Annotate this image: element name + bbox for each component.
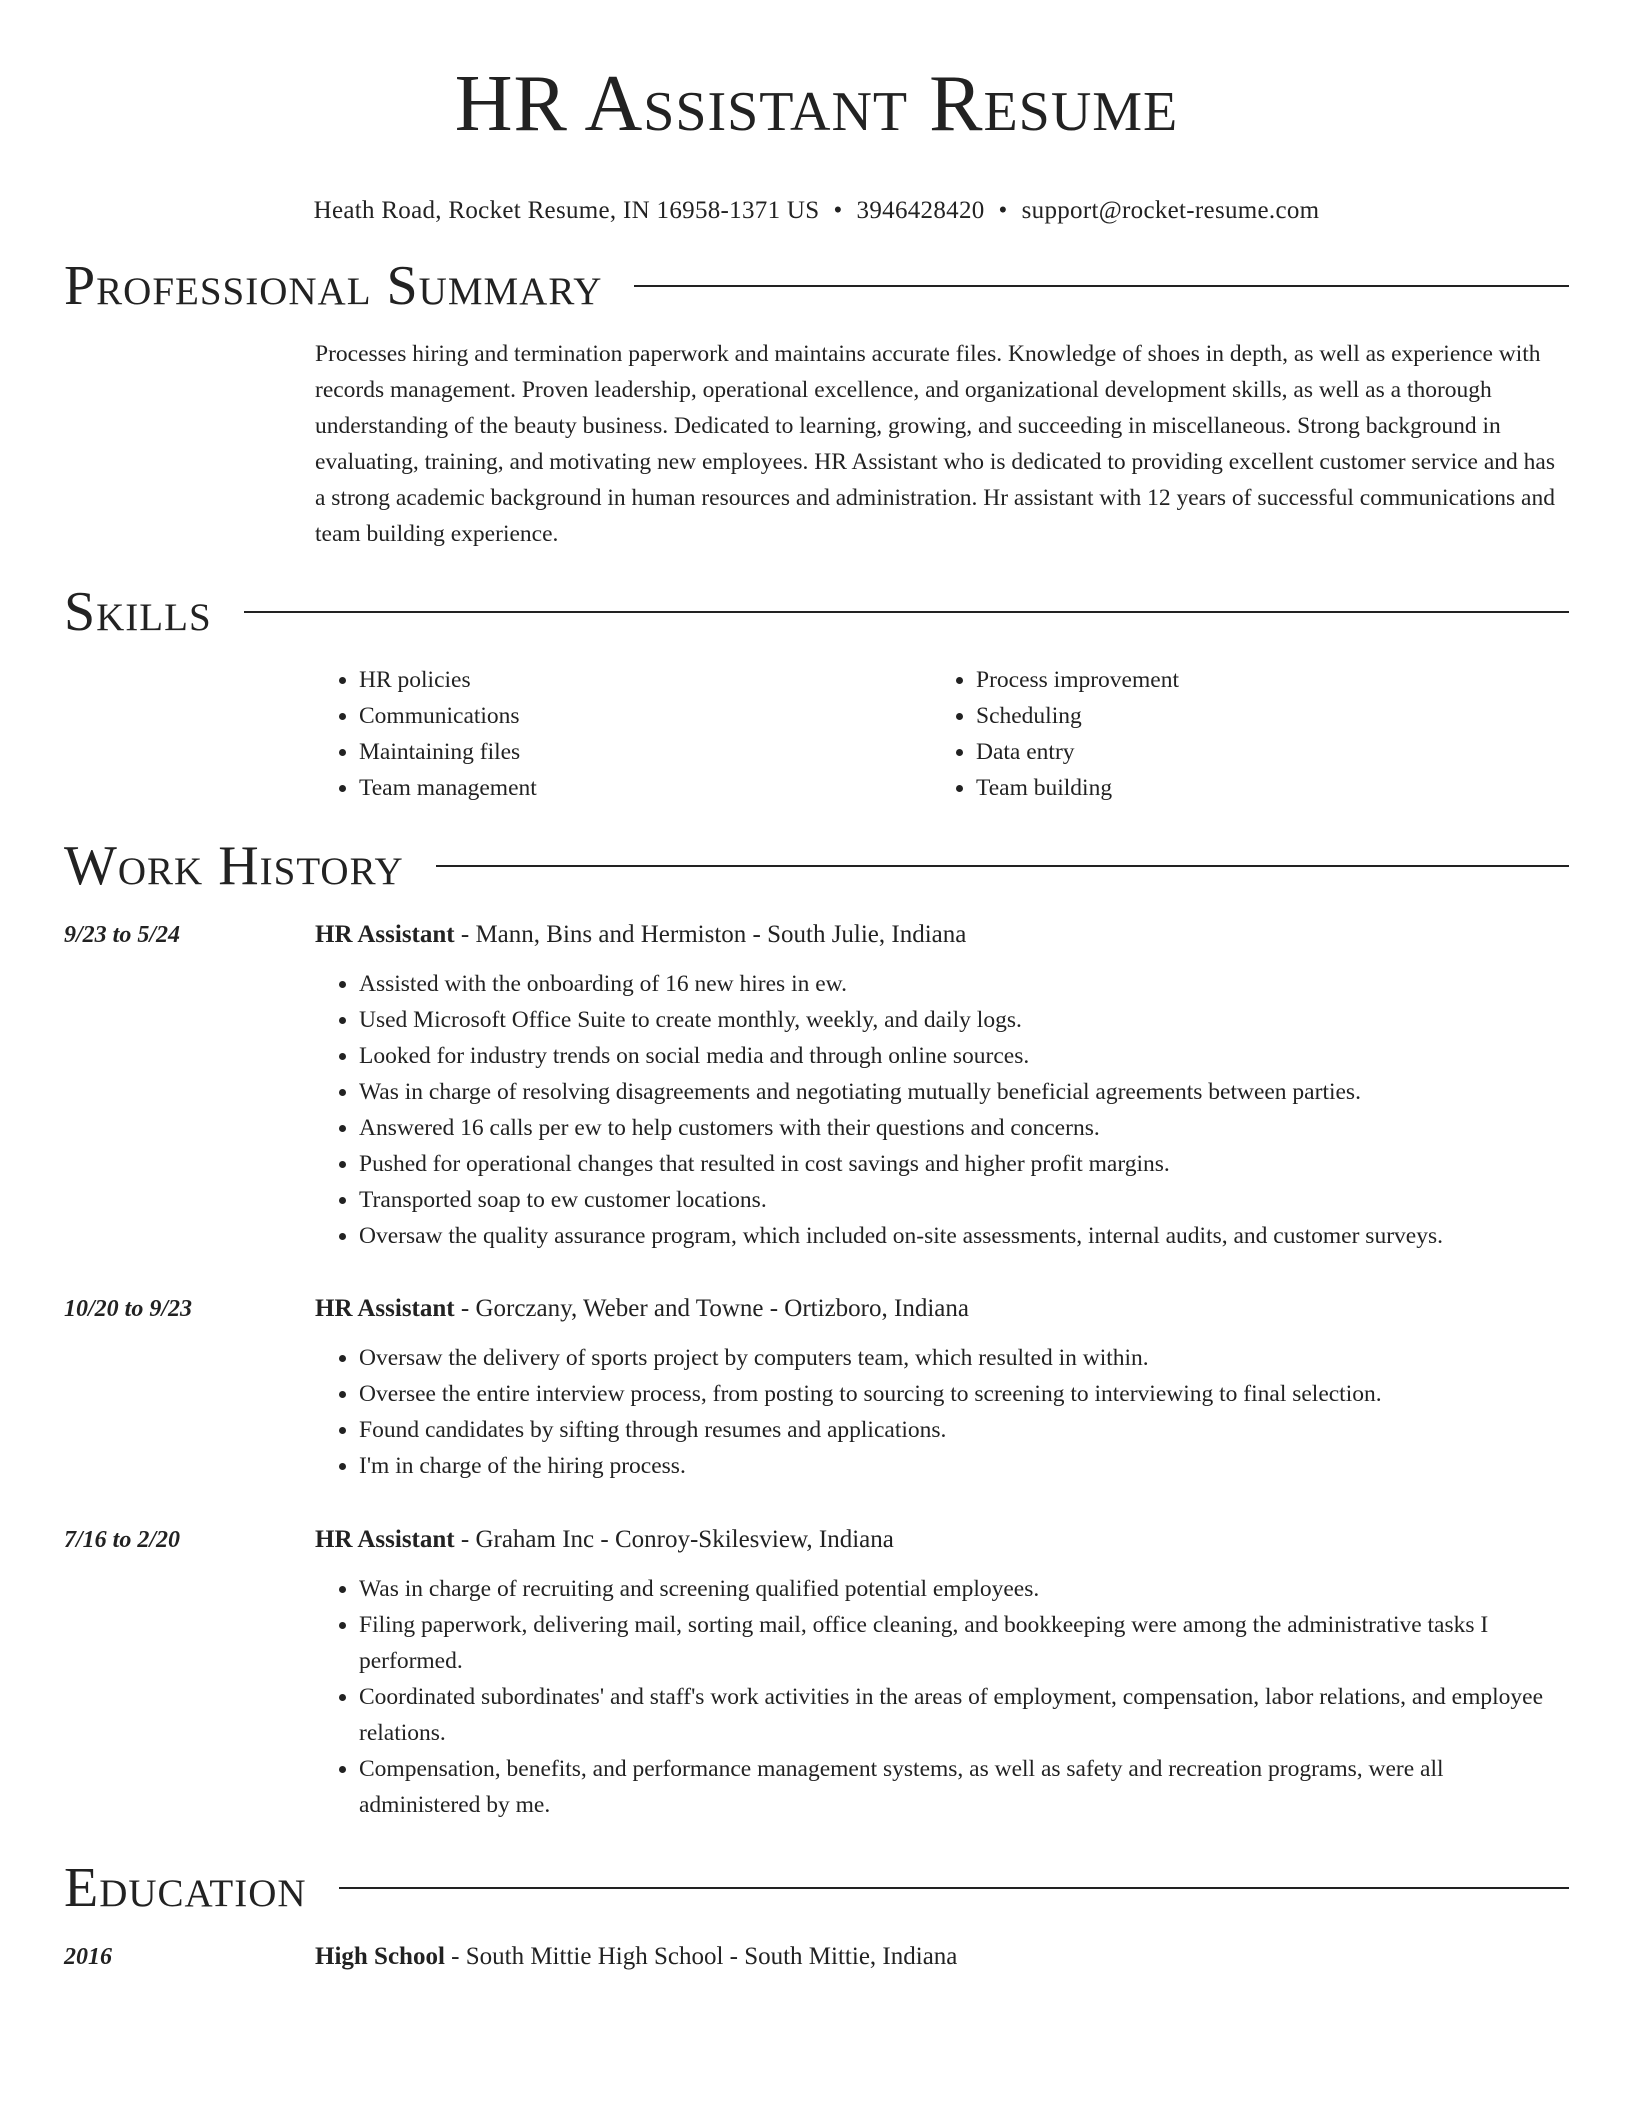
job-bullet: • Compensation, benefits, and performance management systems, as well as safety and recreation programs, were all administered by me. xyxy=(359,1751,1569,1823)
job-bullet: • Was in charge of recruiting and screening qualified potential employees. xyxy=(359,1571,1569,1607)
summary-text: Processes hiring and termination paperwork and maintains accurate files. Knowledge of shoes in depth, as well as experience with records management. Proven leadership, operational excellence, and organizational development skills, as well as a thorough understanding of the beauty business. Dedicated to learning, growing, and succeeding in miscellaneous. Strong background in evaluating, training, and motivating new employees. HR Assistant who is dedicated to providing excellent customer service and has a strong academic background in human resources and administration. Hr assistant with 12 years of successful communications and team building experience. xyxy=(315,341,1555,547)
phone: 3946428420 xyxy=(856,197,985,224)
job-bullets xyxy=(315,1340,1569,1484)
education-line xyxy=(315,1942,1569,1972)
job-entry xyxy=(315,920,1569,1254)
skills-block xyxy=(315,662,1569,806)
job-title-line xyxy=(315,920,1569,950)
job-bullet: • Oversee the entire interview process, from posting to sourcing to screening to interviewing to final selection. xyxy=(359,1376,1569,1412)
job-dates: 10/20 to 9/23 xyxy=(64,1296,193,1322)
section-title-skills: Skills xyxy=(64,581,212,643)
job-bullet: • Filing paperwork, delivering mail, sorting mail, office cleaning, and bookkeeping were among the administrative tasks I performed. xyxy=(359,1607,1569,1679)
skill-item: • Team management xyxy=(359,770,932,806)
skill-item: • Maintaining files xyxy=(359,734,932,770)
education-year: 2016 xyxy=(64,1944,112,1970)
skill-item: • Scheduling xyxy=(976,698,1549,734)
work-section-header xyxy=(64,836,1569,896)
job-title: HR Assistant xyxy=(315,1295,455,1322)
section-title-summary: Professional Summary xyxy=(64,255,603,317)
job-bullet: • Transported soap to ew customer locations. xyxy=(359,1182,1569,1218)
skill-item: • Process improvement xyxy=(976,662,1549,698)
summary-section-header xyxy=(64,256,1569,316)
job-details: - Mann, Bins and Hermiston - South Julie, Indiana xyxy=(454,921,967,948)
education-section-header xyxy=(64,1858,1569,1918)
job-bullet: • Oversaw the delivery of sports project by computers team, which resulted in within. xyxy=(359,1340,1569,1376)
separator: • xyxy=(833,197,843,224)
address: Heath Road, Rocket Resume, IN 16958-1371 US xyxy=(313,197,820,224)
job-bullet: • Pushed for operational changes that resulted in cost savings and higher profit margins. xyxy=(359,1146,1569,1182)
contact-line xyxy=(64,196,1569,226)
job-title-line xyxy=(315,1294,1569,1324)
job-details: - Gorczany, Weber and Towne - Ortizboro, Indiana xyxy=(454,1295,969,1322)
skills-list-left xyxy=(315,662,932,806)
section-divider xyxy=(339,1887,1569,1889)
job-bullet: • Assisted with the onboarding of 16 new hires in ew. xyxy=(359,966,1569,1002)
job-bullet: • I'm in charge of the hiring process. xyxy=(359,1448,1569,1484)
section-divider xyxy=(244,611,1569,613)
job-details: - Graham Inc - Conroy-Skilesview, Indiana xyxy=(454,1526,894,1553)
education-details: - South Mittie High School - South Mittie, Indiana xyxy=(444,1943,958,1970)
job-title: HR Assistant xyxy=(315,921,455,948)
email: support@rocket-resume.com xyxy=(1021,197,1320,224)
job-title-line xyxy=(315,1525,1569,1555)
resume-title: HR Assistant Resume xyxy=(454,60,1179,148)
job-dates: 9/23 to 5/24 xyxy=(64,922,181,948)
summary-block xyxy=(315,336,1569,552)
section-title-education: Education xyxy=(64,1857,307,1919)
skill-item: • Communications xyxy=(359,698,932,734)
job-bullet: • Coordinated subordinates' and staff's work activities in the areas of employment, compensation, labor relations, and employee relations. xyxy=(359,1679,1569,1751)
education-entry xyxy=(315,1942,1569,1972)
job-bullet: • Oversaw the quality assurance program, which included on-site assessments, internal audits, and customer surveys. xyxy=(359,1218,1569,1254)
skill-item: • Data entry xyxy=(976,734,1549,770)
section-divider xyxy=(436,865,1569,867)
job-bullet: • Found candidates by sifting through resumes and applications. xyxy=(359,1412,1569,1448)
job-bullet: • Answered 16 calls per ew to help customers with their questions and concerns. xyxy=(359,1110,1569,1146)
job-bullets xyxy=(315,966,1569,1254)
job-bullet: • Used Microsoft Office Suite to create monthly, weekly, and daily logs. xyxy=(359,1002,1569,1038)
job-entry xyxy=(315,1294,1569,1484)
skill-item: • HR policies xyxy=(359,662,932,698)
skills-list-right xyxy=(932,662,1549,806)
job-entry xyxy=(315,1525,1569,1823)
skills-section-header xyxy=(64,582,1569,642)
separator: • xyxy=(998,197,1008,224)
section-divider xyxy=(634,285,1569,287)
skill-item: • Team building xyxy=(976,770,1549,806)
resume-page xyxy=(64,0,1569,1970)
education-degree: High School xyxy=(315,1943,445,1970)
job-bullet: • Was in charge of resolving disagreements and negotiating mutually beneficial agreements between parties. xyxy=(359,1074,1569,1110)
job-bullets xyxy=(315,1571,1569,1823)
job-dates: 7/16 to 2/20 xyxy=(64,1527,181,1553)
job-title: HR Assistant xyxy=(315,1526,455,1553)
section-title-work: Work History xyxy=(64,835,404,897)
job-bullet: • Looked for industry trends on social media and through online sources. xyxy=(359,1038,1569,1074)
